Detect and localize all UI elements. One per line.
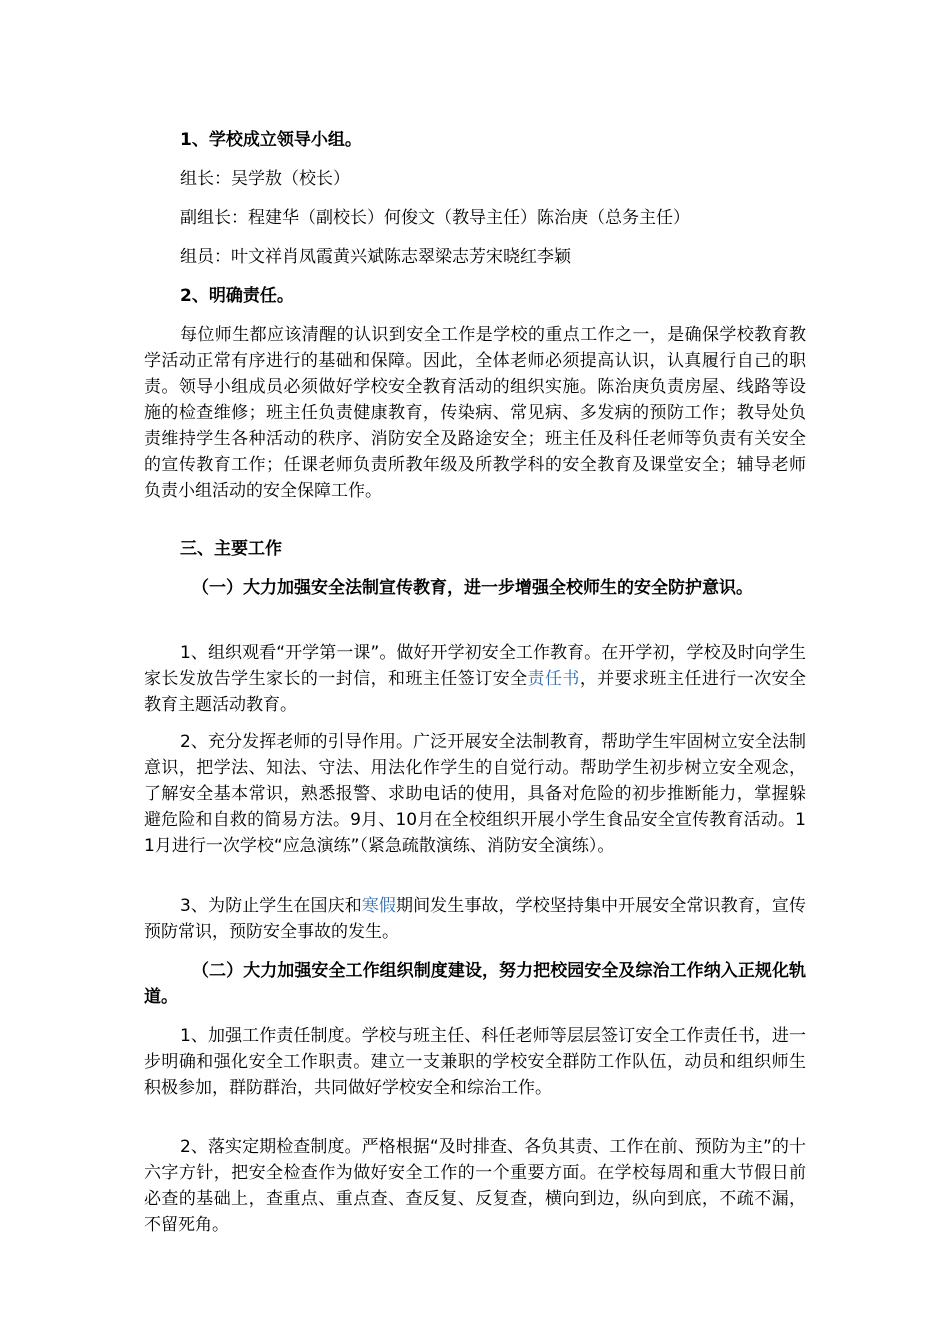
leadership-heading: 1、学校成立领导小组。 xyxy=(180,130,362,150)
part1-heading: （一）大力加强安全法制宣传教育，进一步增强全校师生的安全防护意识。 xyxy=(192,578,753,598)
part2-item2: 2、落实定期检查制度。严格根据“及时排查、各负其责、工作在前、预防为主”的十六字方针，把安全检查作为做好安全工作的一个重要方面。在学校每周和重大节假日前必查的基础上，查重点、重点查、查反复、反复查，横向到边，纵向到底，不疏不漏，不留死角。 xyxy=(144,1137,806,1235)
part2-item1: 1、加强工作责任制度。学校与班主任、科任老师等层层签订安全工作责任书，进一步明确和强化安全工作职责。建立一支兼职的学校安全群防工作队伍，动员和组织师生积极参加，群防群治，共同做好学校安全和综治工作。 xyxy=(144,1026,806,1098)
main-work-heading: 三、主要工作 xyxy=(180,539,282,559)
part1-item1-text-a: 1、组织观看“开学第一课”。做好开学初安全工作教育。在开学初，学校及时向学生家长发放告学生家长的一封信，和班主任签订安全 xyxy=(144,643,806,689)
members-line: 组员：叶文祥肖凤霞黄兴斌陈志翠梁志芳宋晓红李颖 xyxy=(180,247,571,267)
responsibility-body: 每位师生都应该清醒的认识到安全工作是学校的重点工作之一，是确保学校教育教学活动正常有序进行的基础和保障。因此，全体老师必须提高认识，认真履行自己的职责。领导小组成员必须做好学校安全教育活动的组织实施。陈治庚负责房屋、线路等设施的检查维修；班主任负责健康教育，传染病、常见病、多发病的预防工作；教导处负责维持学生各种活动的秩序、消防安全及路途安全；班主任及科任老师等负责有关安全的宣传教育工作；任课老师负责所教年级及所教学科的安全教育及课堂安全；辅导老师负责小组活动的安全保障工作。 xyxy=(144,325,806,501)
part1-item3 xyxy=(144,893,806,945)
part1-item1 xyxy=(144,640,806,718)
part1-item1-text-b: ，并要求班主任进行一次安全教育主题活动教育。 xyxy=(144,669,807,715)
part1-item3-text-b: 期间发生事故，学校坚持集中开展安全常识教育，宣传预防常识，预防安全事故的发生。 xyxy=(144,896,807,942)
part2-heading: （二）大力加强安全工作组织制度建设，努力把校园安全及综治工作纳入正规化轨道。 xyxy=(144,961,806,1007)
leader-line: 组长：吴学敖（校长） xyxy=(180,169,350,189)
part1-item3-text-a: 3、为防止学生在国庆和 xyxy=(180,896,362,916)
part1-item2: 2、充分发挥老师的引导作用。广泛开展安全法制教育，帮助学生牢固树立安全法制意识，把学法、知法、守法、用法化作学生的自觉行动。帮助学生初步树立安全观念，了解安全基本常识，熟悉报警、求助电话的使用，具备对危险的初步推断能力，掌握躲避危险和自救的简易方法。9月、10月在全校组织开展小学生食品安全宣传教育活动。11月进行一次学校“应急演练”（紧急疏散演练、消防安全演练）。 xyxy=(144,732,806,856)
responsibility-letter-link[interactable]: 责任书 xyxy=(527,669,580,689)
responsibility-heading: 2、明确责任。 xyxy=(180,286,294,306)
winter-vacation-link[interactable]: 寒假 xyxy=(361,896,396,916)
vice-leader-line: 副组长：程建华（副校长）何俊文（教导主任）陈治庚（总务主任） xyxy=(180,208,690,228)
